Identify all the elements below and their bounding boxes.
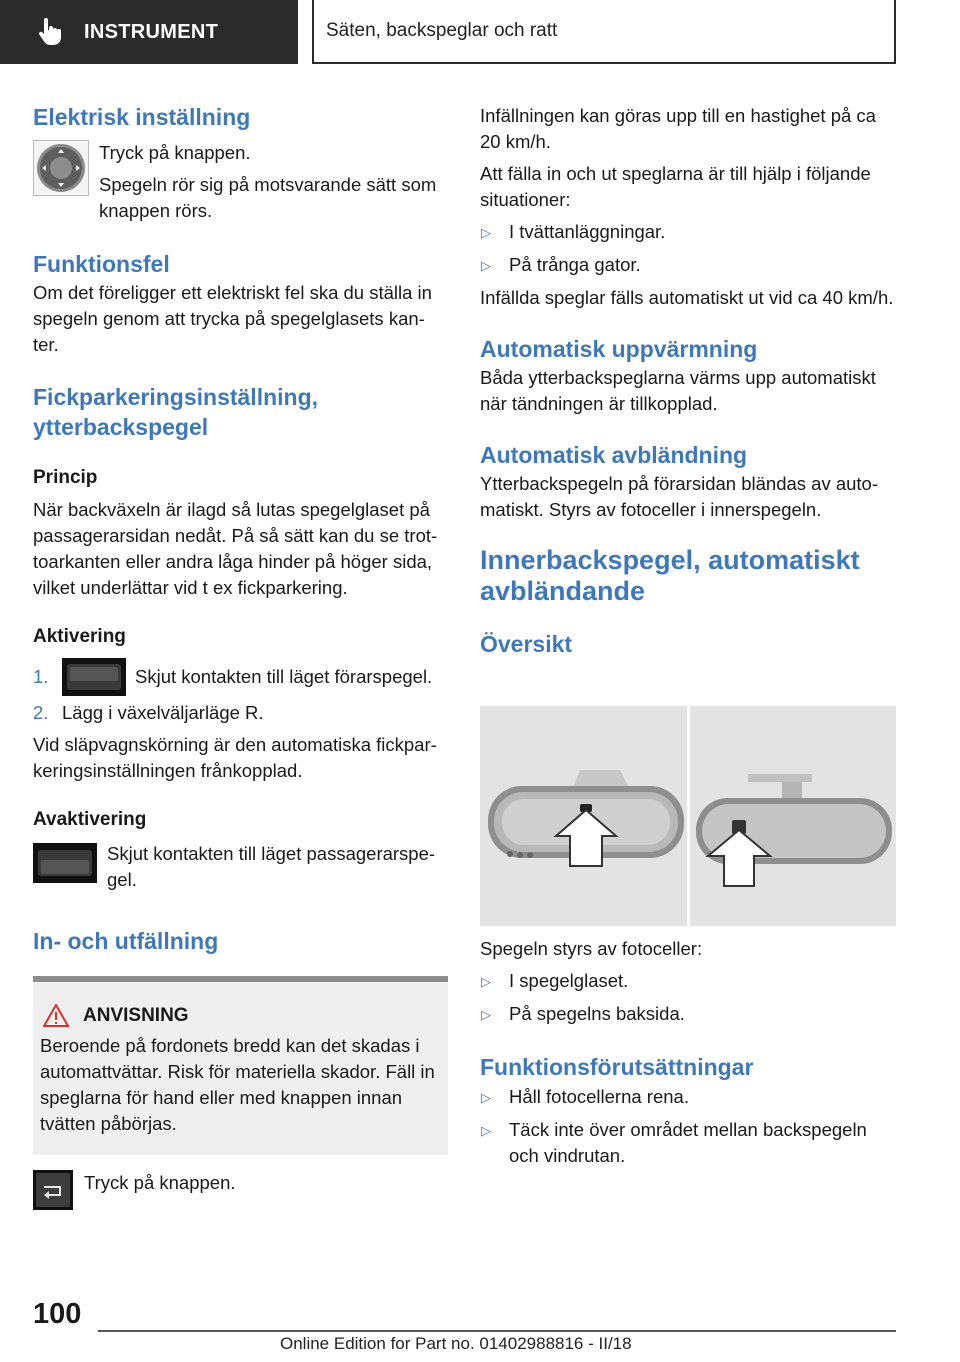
list-item: ▷ I spegelglaset. bbox=[480, 968, 896, 995]
mirror-back-image bbox=[690, 706, 896, 926]
heading-activation: Aktivering bbox=[33, 626, 126, 647]
warning-box bbox=[33, 976, 448, 1155]
chapter-title: Säten, backspeglar och ratt bbox=[312, 0, 896, 64]
warning-text: Beroende på fordonets bredd kan det skadas i automattvättar. Risk för materiella skador. Fäll in speglarna för hand eller med knappen innan tvätten påbörjas. bbox=[40, 1035, 435, 1134]
malfunction-text: Om det föreligger ett elektriskt fel ska du ställa in spegeln genom att trycka på spegelglasets kan-ter. bbox=[33, 282, 432, 355]
triangle-bullet-icon: ▷ bbox=[481, 974, 491, 989]
activation-step-1 bbox=[33, 658, 448, 696]
deactivation-text: Skjut kontakten till läget passagerarspe-gel. bbox=[107, 843, 436, 890]
heading-prerequisites: Funktionsförutsättningar bbox=[480, 1054, 754, 1080]
footer-divider bbox=[98, 1330, 896, 1332]
dimming-text: Ytterbackspegeln på förarsidan bländas av auto-matiskt. Styrs av fotoceller i innerspegeln. bbox=[480, 473, 879, 520]
page-header bbox=[0, 0, 960, 66]
heading-inner-mirror-line1: Innerbackspegel, automatiskt bbox=[480, 545, 860, 575]
edition-text: Online Edition for Part no. 01402988816 - II/18 bbox=[280, 1334, 632, 1353]
heading-overview: Översikt bbox=[480, 631, 573, 657]
step-number: 1. bbox=[33, 666, 49, 687]
hand-pointer-icon bbox=[34, 17, 64, 47]
triangle-bullet-icon: ▷ bbox=[481, 258, 491, 273]
heading-electric-adjustment: Elektrisk inställning bbox=[33, 104, 251, 130]
left-column bbox=[33, 100, 448, 1215]
section-title: INSTRUMENT bbox=[84, 20, 219, 43]
heading-malfunction: Funktionsfel bbox=[33, 251, 170, 277]
activation-step-2 bbox=[33, 700, 448, 726]
warning-header bbox=[43, 1004, 441, 1027]
step-number: 2. bbox=[33, 702, 49, 723]
heading-heating: Automatisk uppvärmning bbox=[480, 336, 758, 362]
warning-triangle-icon bbox=[43, 1004, 69, 1027]
heading-parking-line2: ytterbackspegel bbox=[33, 414, 209, 440]
mirror-front-image bbox=[480, 706, 687, 926]
folding-speed-text: Infällningen kan göras upp till en hastighet på ca 20 km/h. bbox=[480, 105, 876, 152]
list-item: ▷ På trånga gator. bbox=[480, 252, 896, 279]
step-text: Skjut kontakten till läget förarspegel. bbox=[135, 666, 433, 687]
electric-step-text: Tryck på knappen. bbox=[99, 142, 251, 163]
right-column bbox=[480, 100, 896, 659]
folding-situations-text: Att fälla in och ut speglarna är till hjälp i följande situationer: bbox=[480, 163, 871, 210]
heading-inner-mirror-line2: avbländande bbox=[480, 576, 646, 606]
heading-principle: Princip bbox=[33, 467, 98, 488]
fold-press-text: Tryck på knappen. bbox=[84, 1172, 236, 1193]
mirror-switch-icon bbox=[62, 658, 126, 696]
heading-dimming: Automatisk avbländning bbox=[480, 442, 748, 468]
heating-text: Båda ytterbackspeglarna värms upp automatiskt när tändningen är tillkopplad. bbox=[480, 367, 876, 414]
trailer-text: Vid släpvagnskörning är den automatiska fickpar-keringsinställningen frånkopplad. bbox=[33, 734, 437, 781]
heading-folding: In- och utfällning bbox=[33, 928, 219, 954]
section-tab bbox=[0, 0, 298, 64]
fold-button-row bbox=[33, 1170, 448, 1215]
warning-title: ANVISNING bbox=[83, 1004, 189, 1026]
heading-parking-line1: Fickparkeringsinställning, bbox=[33, 384, 319, 410]
photocell-text: Spegeln styrs av fotoceller: bbox=[480, 938, 703, 959]
principle-text: När backväxeln är ilagd så lutas spegelglaset på passagerarsidan nedåt. På så sätt kan du se trot-toarkanten eller andra låga hinder på höger sida, vilket underlättar vid t ex fickparkering. bbox=[33, 499, 438, 598]
list-item: ▷ På spegelns baksida. bbox=[480, 1001, 896, 1028]
mirror-joystick-icon bbox=[33, 140, 89, 196]
heading-deactivation: Avaktivering bbox=[33, 809, 147, 830]
triangle-bullet-icon: ▷ bbox=[481, 1123, 491, 1138]
triangle-bullet-icon: ▷ bbox=[481, 1090, 491, 1105]
right-column-lower bbox=[480, 936, 896, 1169]
triangle-bullet-icon: ▷ bbox=[481, 1007, 491, 1022]
triangle-bullet-icon: ▷ bbox=[481, 225, 491, 240]
mirror-fold-button-icon bbox=[33, 1170, 73, 1210]
list-item: ▷ Täck inte över området mellan backspegeln och vindrutan. bbox=[480, 1117, 896, 1169]
list-item: ▷ I tvättanläggningar. bbox=[480, 219, 896, 246]
electric-description: Spegeln rör sig på motsvarande sätt som knappen rörs. bbox=[99, 174, 437, 221]
deactivation-row bbox=[33, 841, 448, 893]
auto-unfold-text: Infällda speglar fälls automatiskt ut vid ca 40 km/h. bbox=[480, 287, 894, 308]
step-text: Lägg i växelväljarläge R. bbox=[62, 702, 264, 723]
electric-adjustment-row bbox=[33, 140, 448, 224]
mirror-photos bbox=[480, 706, 896, 926]
mirror-switch-icon bbox=[33, 843, 97, 883]
page-number: 100 bbox=[33, 1298, 82, 1330]
list-item: ▷ Håll fotocellerna rena. bbox=[480, 1084, 896, 1111]
